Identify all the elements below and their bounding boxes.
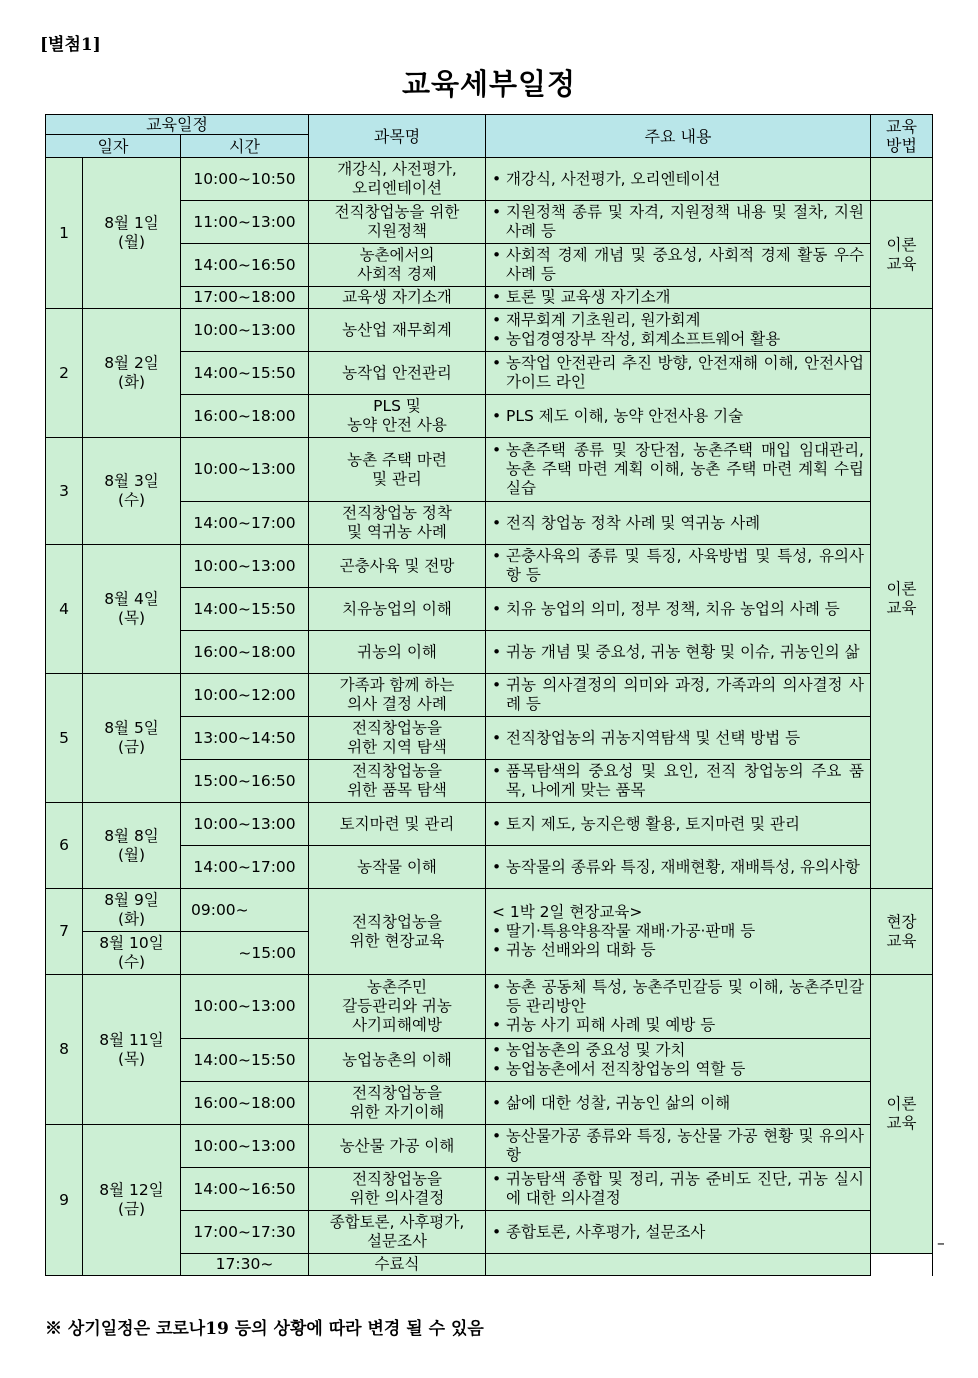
session-time: 10:00~13:00 [181,1125,309,1168]
content-item: • 재무회계 기초원리, 원가회계 [492,311,864,330]
session-content [486,803,871,846]
content-item: • 농촌주택 종류 및 장단점, 농촌주택 매입 임대관리, 농촌 주택 마련 계획 이해, 농촌 주택 마련 계획 수립 실습 [492,441,864,498]
session-time: 17:00~18:00 [181,287,309,309]
day-number: 3 [46,438,83,545]
content-item: • 전직 창업농 정착 사례 및 역귀농 사례 [492,514,864,533]
session-subject: 교육생 자기소개 [309,287,486,309]
content-item: • 품목탐색의 중요성 및 요인, 전직 창업농의 주요 품목, 나에게 맞는 품목 [492,762,864,800]
content-item: • 귀농탐색 종합 및 정리, 귀농 준비도 진단, 귀농 실시에 대한 의사결정 [492,1170,864,1208]
session-content [486,352,871,395]
session-time: 14:00~16:50 [181,244,309,287]
session-content [486,1039,871,1082]
session-subject: 전직창업농을 위한 현장교육 [309,889,486,975]
day-date: 8월 12일 (금) [83,1125,181,1276]
content-item: • 농업농촌에서 전직창업농의 역할 등 [492,1060,864,1079]
day-number: 9 [46,1125,83,1276]
session-content [486,1254,871,1276]
content-item: • 치유 농업의 의미, 정부 정책, 치유 농업의 사례 등 [492,600,864,619]
session-subject: 치유농업의 이해 [309,588,486,631]
table-row [46,975,933,1039]
day-date: 8월 5일 (금) [83,674,181,803]
day-date: 8월 10일 (수) [83,932,181,975]
session-content [486,309,871,352]
session-method: 이론 교육 [871,309,933,889]
session-content [486,717,871,760]
day-number: 1 [46,158,83,309]
session-subject: 수료식 [309,1254,486,1276]
session-content [486,287,871,309]
session-subject: 전직창업농을 위한 의사결정 [309,1168,486,1211]
session-time: 14:00~17:00 [181,846,309,889]
session-time: 14:00~15:50 [181,1039,309,1082]
day-date: 8월 8일 (월) [83,803,181,889]
day-number: 2 [46,309,83,438]
session-time: 10:00~13:00 [181,803,309,846]
table-row [46,309,933,352]
day-number: 4 [46,545,83,674]
session-time: 16:00~18:00 [181,1082,309,1125]
session-subject: 농촌 주택 마련 및 관리 [309,438,486,502]
session-content [486,158,871,201]
session-time: 16:00~18:00 [181,631,309,674]
content-item: • 개강식, 사전평가, 오리엔테이션 [492,170,864,189]
session-content [486,1168,871,1211]
session-method: 이론 교육 [871,201,933,309]
session-content [486,674,871,717]
session-content [486,975,871,1039]
session-content [486,588,871,631]
page-title: 교육세부일정 [401,67,577,101]
session-subject: 전직창업농을 위한 지역 탐색 [309,717,486,760]
table-row [46,889,933,932]
header-schedule: 교육일정 [46,115,309,135]
session-time: 14:00~15:50 [181,588,309,631]
day-number: 8 [46,975,83,1125]
session-time: 14:00~16:50 [181,1168,309,1211]
header-content: 주요 내용 [486,115,871,158]
session-subject: PLS 및 농약 안전 사용 [309,395,486,438]
table-row [46,115,933,135]
session-time: 10:00~13:00 [181,975,309,1039]
content-item: • 농업경영장부 작성, 회계소프트웨어 활용 [492,330,864,349]
day-date: 8월 4일 (목) [83,545,181,674]
session-method: 이론 교육 [871,975,933,1254]
content-item: • 농촌 공동체 특성, 농촌주민갈등 및 이해, 농촌주민갈등 관리방안 [492,978,864,1016]
session-subject: 농산물 가공 이해 [309,1125,486,1168]
content-item: • 귀농 의사결정의 의미와 과정, 가족과의 의사결정 사례 등 [492,676,864,714]
content-item: • 농업농촌의 중요성 및 가치 [492,1041,864,1060]
session-content [486,438,871,502]
session-time: 09:00~ [181,889,309,932]
session-time: 14:00~17:00 [181,502,309,545]
content-item: • 삶에 대한 성찰, 귀농인 삶의 이해 [492,1094,864,1113]
session-subject: 종합토론, 사후평가, 설문조사 [309,1211,486,1254]
session-subject: 귀농의 이해 [309,631,486,674]
content-item: • 토론 및 교육생 자기소개 [492,288,864,307]
session-method [871,158,933,201]
content-item: • 전직창업농의 귀농지역탐색 및 선택 방법 등 [492,729,864,748]
session-time: ~15:00 [181,932,309,975]
session-content [486,760,871,803]
session-time: 13:00~14:50 [181,717,309,760]
content-item: • 곤충사육의 종류 및 특징, 사육방법 및 특성, 유의사항 등 [492,547,864,585]
table-row [46,545,933,588]
session-time: 10:00~10:50 [181,158,309,201]
day-date: 8월 3일 (수) [83,438,181,545]
content-item: • 귀농 선배와의 대화 등 [492,941,864,960]
header-subject: 과목명 [309,115,486,158]
session-time: 10:00~12:00 [181,674,309,717]
session-subject: 곤충사육 및 전망 [309,545,486,588]
day-date: 8월 11일 (목) [83,975,181,1125]
session-subject: 전직창업농을 위한 자기이해 [309,1082,486,1125]
footnote: ※ 상기일정은 코로나19 등의 상황에 따라 변경 될 수 있음 [45,1319,484,1339]
session-subject: 가족과 함께 하는 의사 결정 사례 [309,674,486,717]
session-time: 15:00~16:50 [181,760,309,803]
session-subject: 농업농촌의 이해 [309,1039,486,1082]
session-time: 11:00~13:00 [181,201,309,244]
content-item: • 종합토론, 사후평가, 설문조사 [492,1223,864,1242]
day-number: 7 [46,889,83,975]
session-content [486,244,871,287]
day-number: 5 [46,674,83,803]
content-item: • 토지 제도, 농지은행 활용, 토지마련 및 관리 [492,815,864,834]
session-method: 현장 교육 [871,889,933,975]
session-content [486,1125,871,1168]
content-item: • 귀농 사기 피해 사례 및 예방 등 [492,1016,864,1035]
session-content [486,1211,871,1254]
content-item: • 딸기·특용약용작물 재배·가공·판매 등 [492,922,864,941]
header-time: 시간 [181,135,309,158]
table-row [46,158,933,201]
day-date: 8월 9일 (화) [83,889,181,932]
table-row [46,803,933,846]
session-subject: 농작물 이해 [309,846,486,889]
session-content [486,545,871,588]
content-item: • 농작업 안전관리 추진 방향, 안전재해 이해, 안전사업 가이드 라인 [492,354,864,392]
session-time: 14:00~15:50 [181,352,309,395]
day-date: 8월 1일 (월) [83,158,181,309]
session-subject: 전직창업농을 위한 품목 탐색 [309,760,486,803]
content-item: • PLS 제도 이해, 농약 안전사용 기술 [492,407,864,426]
content-item: • 지원정책 종류 및 자격, 지원정책 내용 및 절차, 지원사례 등 [492,203,864,241]
session-content [486,846,871,889]
session-content [486,502,871,545]
attachment-tag: [별첨1] [40,35,101,55]
session-subject: 개강식, 사전평가, 오리엔테이션 [309,158,486,201]
table-row [46,674,933,717]
header-method: 교육 방법 [871,115,933,158]
content-item: • 농작물의 종류와 특징, 재배현황, 재배특성, 유의사항 [492,858,864,877]
session-subject: 전직창업농 정착 및 역귀농 사례 [309,502,486,545]
session-content [486,201,871,244]
session-time: 10:00~13:00 [181,545,309,588]
content-item: • 귀농 개념 및 중요성, 귀농 현황 및 이슈, 귀농인의 삶 [492,643,864,662]
session-subject: 토지마련 및 관리 [309,803,486,846]
session-content [486,631,871,674]
session-subject: 농산업 재무회계 [309,309,486,352]
day-number: 6 [46,803,83,889]
session-content [486,1082,871,1125]
session-subject: 전직창업농을 위한 지원정책 [309,201,486,244]
table-row: 17:00~17:30 종합토론, 사후평가, 설문조사 • 종합토론, 사후평가, 설문조사 – [46,1211,933,1254]
table-row [46,438,933,502]
session-time: 17:30~ [181,1254,309,1276]
session-time: 16:00~18:00 [181,395,309,438]
content-item: • 사회적 경제 개념 및 중요성, 사회적 경제 활동 우수사례 등 [492,246,864,284]
session-content [486,395,871,438]
table-row [46,1125,933,1168]
session-time: 17:00~17:30 [181,1211,309,1254]
day-date: 8월 2일 (화) [83,309,181,438]
session-content: < 1박 2일 현장교육> • 딸기·특용약용작물 재배·가공·판매 등 • 귀농 선배와의 대화 등 [486,889,871,975]
session-time: 10:00~13:00 [181,309,309,352]
session-subject: 농촌에서의 사회적 경제 [309,244,486,287]
session-time: 10:00~13:00 [181,438,309,502]
content-item: • 농산물가공 종류와 특징, 농산물 가공 현황 및 유의사항 [492,1127,864,1165]
session-subject: 농작업 안전관리 [309,352,486,395]
header-date: 일자 [46,135,181,158]
session-subject: 농촌주민 갈등관리와 귀농 사기피해예방 [309,975,486,1039]
schedule-table [45,114,945,1276]
